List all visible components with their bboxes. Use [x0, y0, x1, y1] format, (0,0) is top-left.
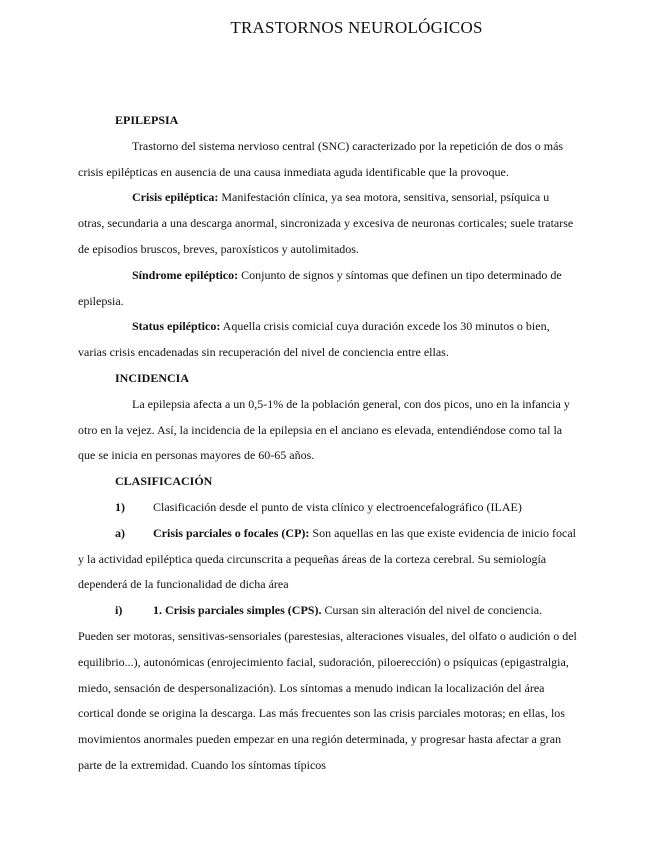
section-heading-epilepsia: EPILEPSIA — [115, 113, 179, 127]
paragraph-epilepsia-intro: Trastorno del sistema nervioso central (SNC) caracterizado por la repetición de dos o más crisis epilépticas en ausencia de una causa inmediata aguda identificable que la provoque. — [78, 138, 564, 179]
list-number: i) — [115, 603, 123, 618]
definition-term: Crisis epiléptica: — [132, 190, 219, 205]
definition-text: Conjunto de signos y síntomas que definen un tipo determinado de epilepsia. — [78, 267, 562, 308]
definition-text: Manifestación clínica, ya sea motora, sensitiva, sensorial, psíquica u otras, secundaria a una descarga anormal, sincronizada y excesiva de neuronas corticales; suele tratarse de episodios bruscos, breves, paroxísticos y autolimitados. — [78, 190, 574, 256]
list-item-a — [78, 521, 578, 598]
definition-text: Aquella crisis comicial cuya duración excede los 30 minutos o bien, varias crisis encadenadas sin recuperación del nivel de conciencia entre ellas. — [78, 319, 550, 360]
document-body — [78, 108, 578, 779]
list-term: Crisis parciales o focales (CP): — [153, 525, 310, 540]
section-heading-clasificacion: CLASIFICACIÓN — [115, 474, 213, 489]
definition-status-epileptico — [78, 314, 578, 366]
list-text: Cursan sin alteración del nivel de conciencia. Pueden ser motoras, sensitivas-sensoriales (parestesias, alteraciones visuales, del olfato o audición o del equilibrio...), autonómicas (enrojecimiento facial, sudoración, piloerección) o psíquicas (epigastralgia, miedo, sensación de despersonalización). Los síntomas a menudo indican la localización del área cortical donde se origina la descarga. Las más frecuentes son las crisis parciales motoras; en ellas, los movimientos anormales pueden empezar en una región determinada, y progresar hasta afectar a gran parte de la extremidad. Cuando los síntomas típicos — [78, 603, 577, 772]
list-item-i — [78, 598, 578, 779]
list-number: a) — [115, 525, 125, 540]
definition-crisis-epileptica — [78, 185, 578, 262]
definition-sindrome-epileptico — [78, 263, 578, 315]
definition-term: Status epiléptico: — [132, 319, 221, 334]
section-heading-incidencia: INCIDENCIA — [115, 370, 190, 385]
list-text: Son aquellas en las que existe evidencia de inicio focal y la actividad epiléptica queda circunscrita a pequeñas áreas de la corteza cerebral. Su semiología dependerá de la funcionalidad de dicha área — [78, 525, 576, 592]
list-text: Clasificación desde el punto de vista clínico y electroencefalográfico (ILAE) — [153, 499, 522, 514]
list-item-1 — [78, 495, 578, 521]
list-number: 1) — [115, 499, 125, 514]
definition-term: Síndrome epiléptico: — [132, 267, 239, 282]
list-term: 1. Crisis parciales simples (CPS). — [153, 603, 322, 618]
page-title: TRASTORNOS NEUROLÓGICOS — [230, 18, 483, 37]
paragraph-incidencia: La epilepsia afecta a un 0,5-1% de la población general, con dos picos, uno en la infancia y otro en la vejez. Así, la incidencia de la epilepsia en el anciano es elevada, entendiéndose como tal la que se inicia en personas mayores de 60-65 años. — [78, 396, 570, 463]
